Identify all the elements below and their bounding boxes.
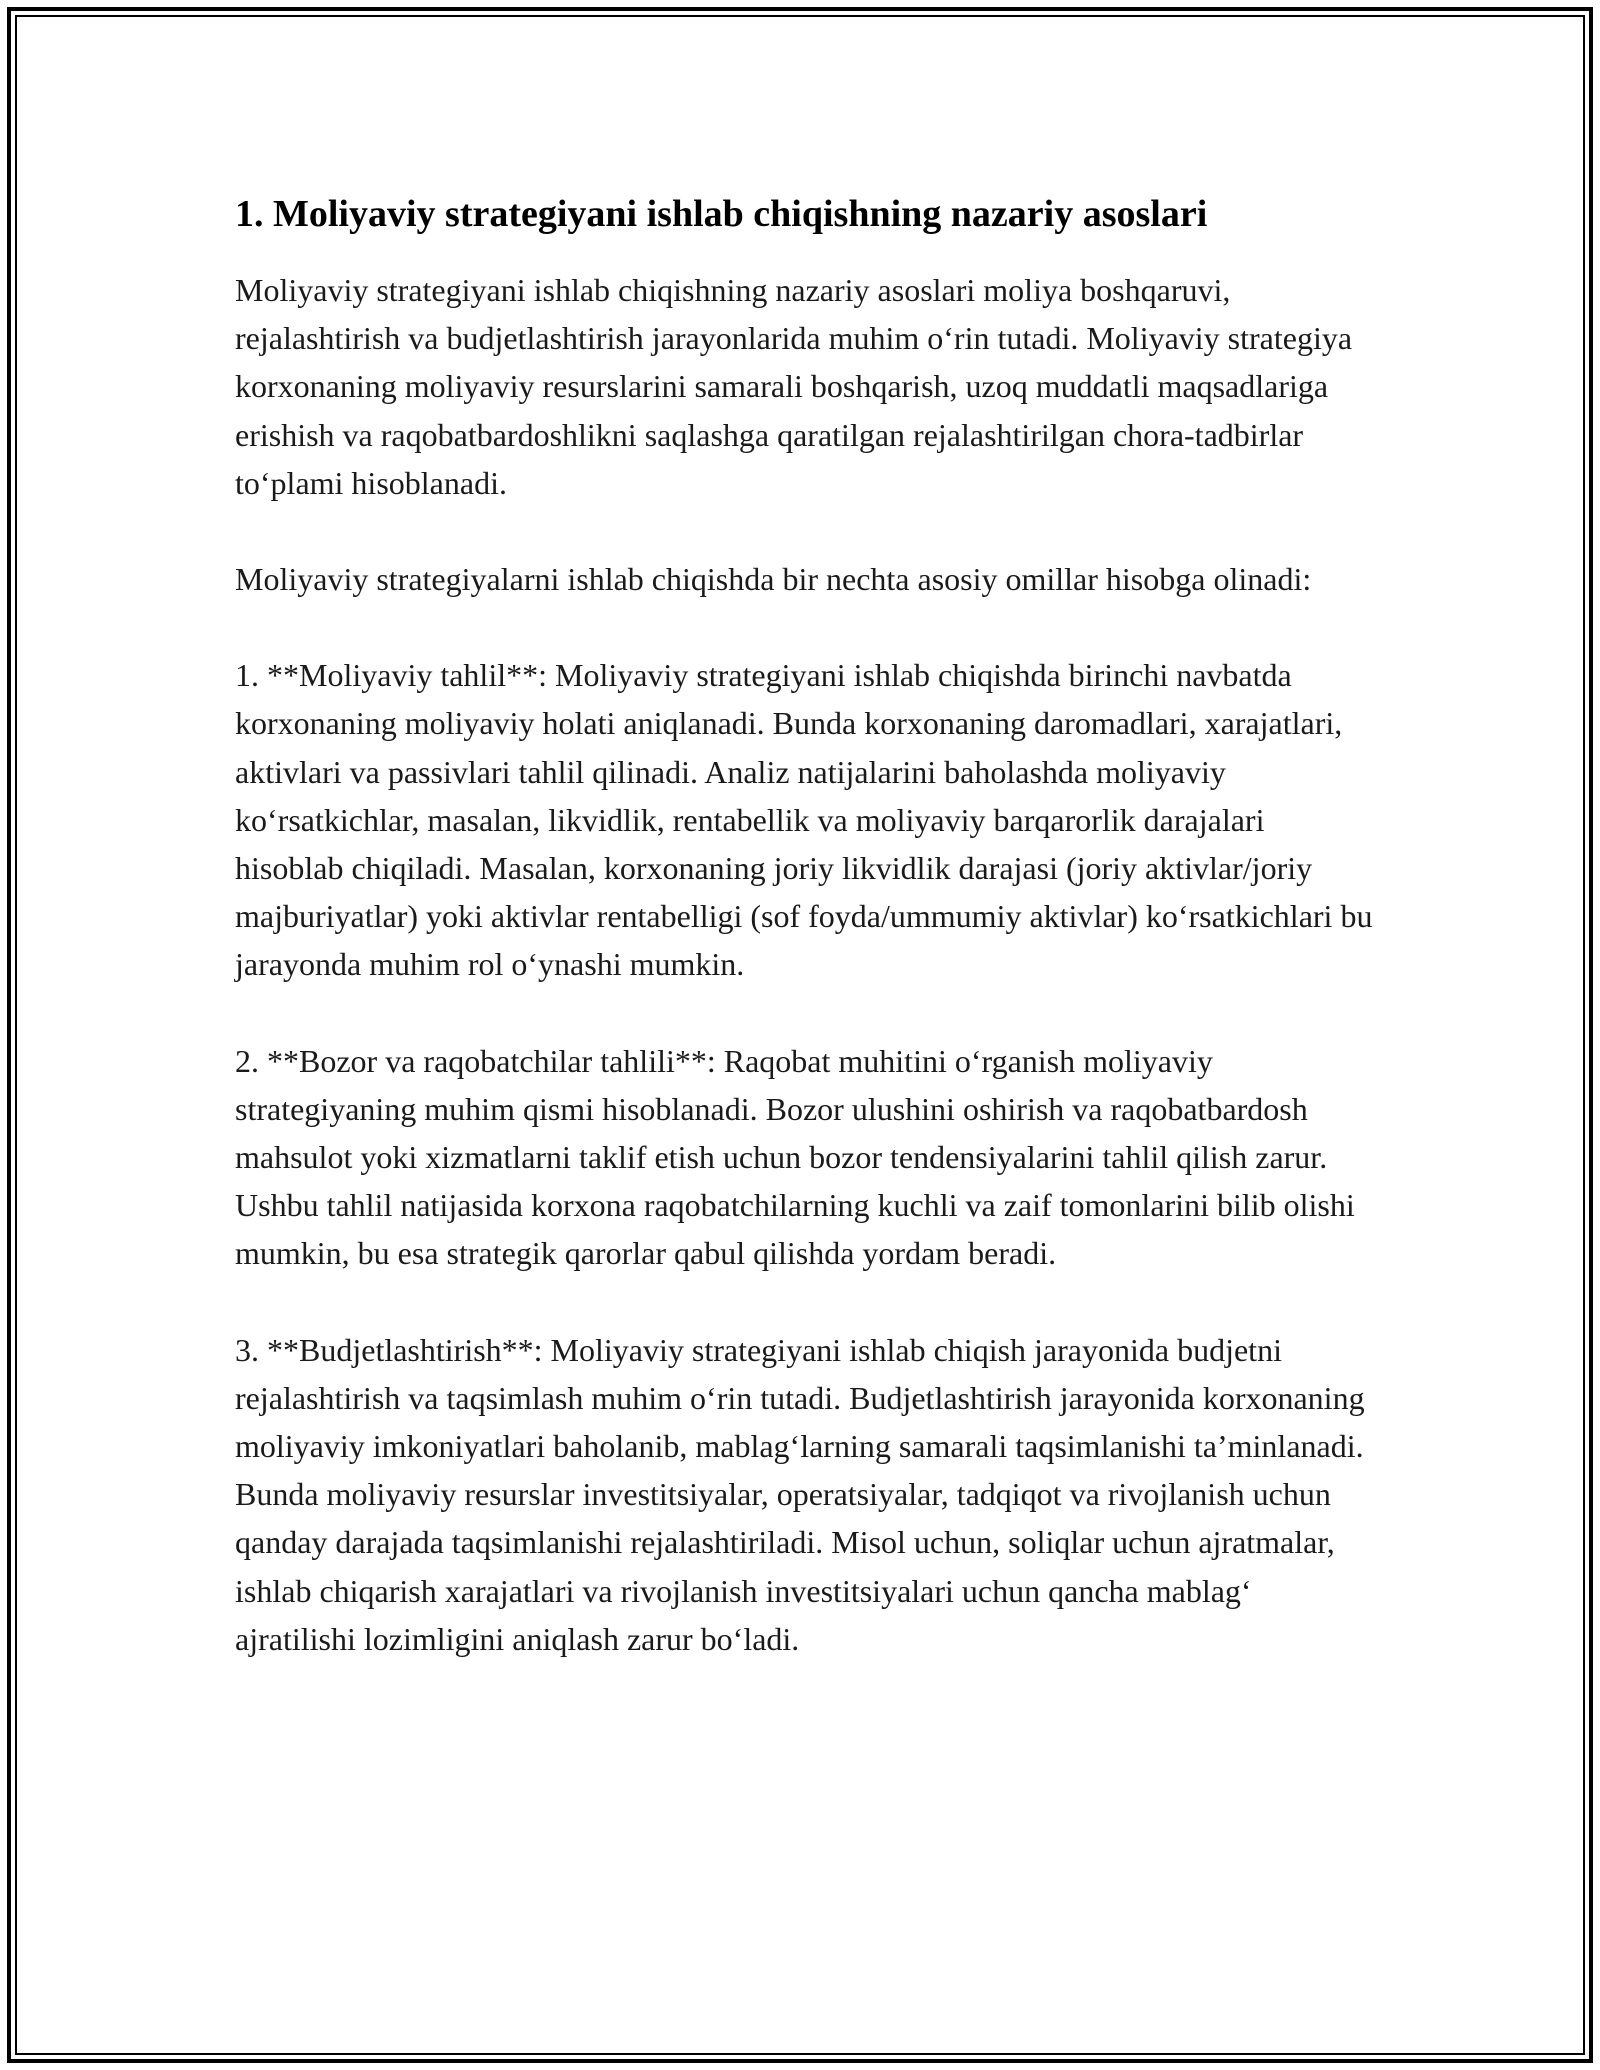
- section-heading: 1. Moliyaviy strategiyani ishlab chiqishning nazariy asoslari: [235, 193, 1208, 235]
- paragraph-budgeting: 3. **Budjetlashtirish**: Moliyaviy strategiyani ishlab chiqish jarayonida budjetni rejalashtirish va taqsimlash muhim o‘rin tutadi. Budjetlashtirish jarayonida korxonaning moliyaviy imkoniyatlari baholanib, mablag‘larning samarali taqsimlanishi ta’minlanadi. Bunda moliyaviy resurslar investitsiyalar, operatsiyalar, tadqiqot va rivojlanish uchun qanday darajada taqsimlanishi rejalashtiriladi. Misol uchun, soliqlar uchun ajratmalar, ishlab chiqarish xarajatlari va rivojlanish investitsiyalari uchun qancha mablag‘ ajratilishi lozimligini aniqlash zarur bo‘ladi.: [235, 1331, 1365, 1657]
- document-body: [235, 182, 1375, 1711]
- paragraph-market-analysis: 2. **Bozor va raqobatchilar tahlili**: Raqobat muhitini o‘rganish moliyaviy strategiyaning muhim qismi hisoblanadi. Bozor ulushini oshirish va raqobatbardosh mahsulot yoki xizmatlarni taklif etish uchun bozor tendensiyalarini tahlil qilish zarur. Ushbu tahlil natijasida korxona raqobatchilarning kuchli va zaif tomonlarini bilib olishi mumkin, bu esa strategik qarorlar qabul qilishda yordam beradi.: [235, 1042, 1355, 1272]
- paragraph-factors-lead: Moliyaviy strategiyalarni ishlab chiqishda bir nechta asosiy omillar hisobga olinadi:: [235, 561, 1312, 598]
- paragraph-financial-analysis: 1. **Moliyaviy tahlil**: Moliyaviy strategiyani ishlab chiqishda birinchi navbatda korxonaning moliyaviy holati aniqlanadi. Bunda korxonaning daromadlari, xarajatlari, aktivlari va passivlari tahlil qilinadi. Analiz natijalarini baholashda moliyaviy ko‘rsatkichlar, masalan, likvidlik, rentabellik va moliyaviy barqarorlik darajalari hisoblab chiqiladi. Masalan, korxonaning joriy likvidlik darajasi (joriy aktivlar/joriy majburiyatlar) yoki aktivlar rentabelligi (sof foyda/ummumiy aktivlar) ko‘rsatkichlari bu jarayonda muhim rol o‘ynashi mumkin.: [235, 657, 1373, 983]
- paragraph-intro: Moliyaviy strategiyani ishlab chiqishning nazariy asoslari moliya boshqaruvi, rejalashtirish va budjetlashtirish jarayonlarida muhim o‘rin tutadi. Moliyaviy strategiya korxonaning moliyaviy resurslarini samarali boshqarish, uzoq muddatli maqsadlariga erishish va raqobatbardoshlikni saqlashga qaratilgan rejalashtirilgan chora-tadbirlar to‘plami hisoblanadi.: [235, 272, 1353, 501]
